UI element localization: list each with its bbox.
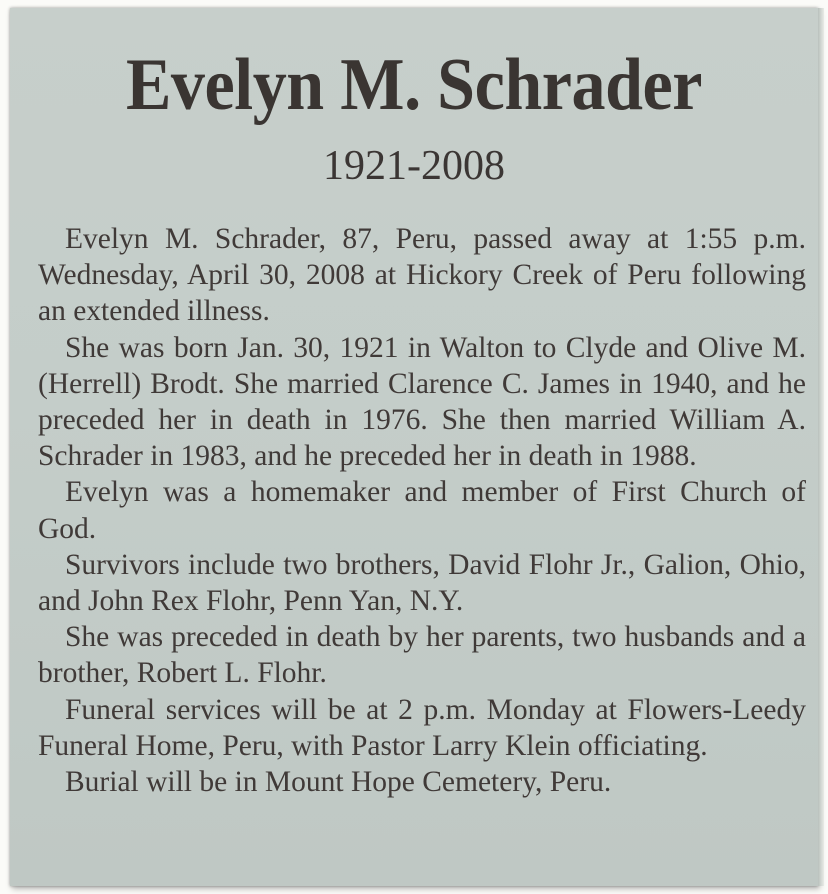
paragraph-funeral-services: Funeral services will be at 2 p.m. Monday at Flowers-Leedy Funeral Home, Peru, with Pastor Larry Klein officiating. — [38, 693, 806, 762]
obituary-years: 1921-2008 — [323, 143, 505, 189]
paragraph-occupation: Evelyn was a homemaker and member of First Church of God. — [38, 476, 806, 545]
paragraph-survivors: Survivors include two brothers, David Flohr Jr., Galion, Ohio, and John Rex Flohr, Penn Yan, N.Y. — [38, 548, 806, 618]
obituary-name-headline: Evelyn M. Schrader — [125, 44, 703, 126]
paragraph-birth-marriages: She was born Jan. 30, 1921 in Walton to Clyde and Olive M. (Herrell) Brodt. She married Clarence C. James in 1940, and he preceded her in death in 1976. She then married William A. Schrader in 1983, and he preceded her in death in 1988. — [38, 331, 806, 473]
newspaper-clipping — [10, 8, 818, 886]
paragraph-death-notice: Evelyn M. Schrader, 87, Peru, passed away at 1:55 p.m. Wednesday, April 30, 2008 at Hickory Creek of Peru following an extended illness. — [38, 223, 806, 328]
paragraph-preceded: She was preceded in death by her parents, two husbands and a brother, Robert L. Flohr. — [38, 621, 806, 690]
obituary-body — [38, 221, 806, 800]
paragraph-burial: Burial will be in Mount Hope Cemetery, Peru. — [65, 766, 612, 799]
